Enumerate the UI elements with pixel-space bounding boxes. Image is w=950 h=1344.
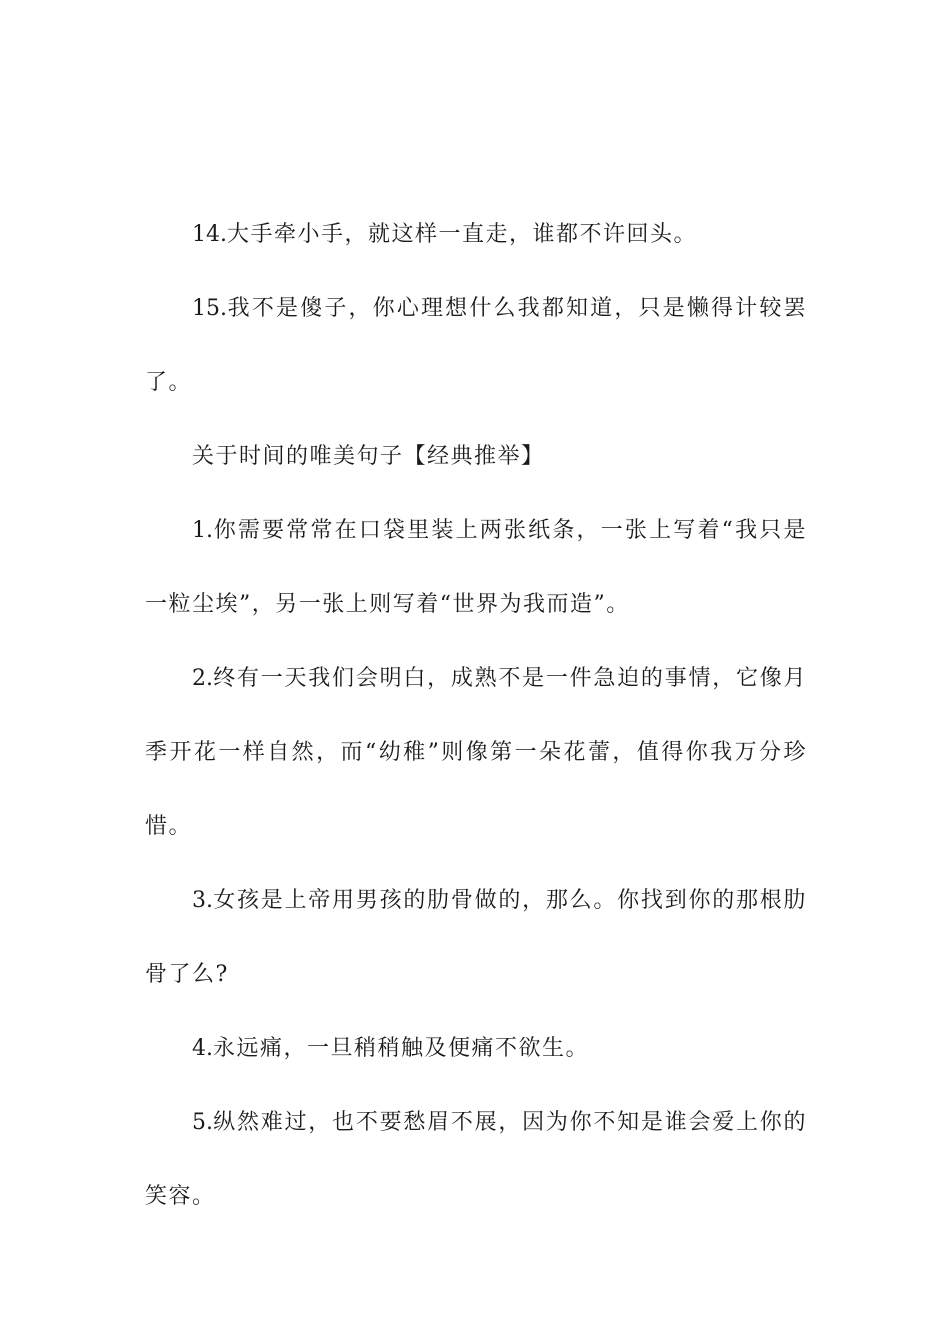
paragraph-text: 我不是傻子，你心理想什么我都知道，只是懒得计较罢了。	[145, 296, 807, 395]
document-body	[145, 198, 807, 1234]
paragraph-text: 终有一天我们会明白，成熟不是一件急迫的事情，它像月季开花一样自然，而“幼稚”则像第一朵花蕾，值得你我万分珍惜。	[145, 666, 807, 839]
item-number: 2.	[192, 666, 213, 691]
paragraph-4	[145, 1012, 807, 1086]
paragraph-text: 大手牵小手，就这样一直走，谁都不许回头。	[227, 222, 698, 247]
section-heading-text: 关于时间的唯美句子【经典推举】	[192, 444, 545, 469]
paragraph-text: 永远痛，一旦稍稍触及便痛不欲生。	[213, 1036, 590, 1061]
paragraph-1	[145, 494, 807, 642]
item-number: 4.	[192, 1036, 213, 1061]
item-number: 5.	[192, 1110, 213, 1135]
item-number: 14.	[192, 222, 227, 247]
item-number: 1.	[192, 518, 213, 543]
paragraph-text: 纵然难过，也不要愁眉不展，因为你不知是谁会爱上你的笑容。	[145, 1110, 807, 1209]
item-number: 3.	[192, 888, 213, 913]
paragraph-14	[145, 198, 807, 272]
paragraph-15	[145, 272, 807, 420]
paragraph-text: 女孩是上帝用男孩的肋骨做的，那么。你找到你的那根肋骨了么?	[145, 888, 807, 987]
paragraph-text: 你需要常常在口袋里装上两张纸条，一张上写着“我只是一粒尘埃”，另一张上则写着“世界为我而造”。	[145, 518, 807, 617]
paragraph-5	[145, 1086, 807, 1234]
paragraph-3	[145, 864, 807, 1012]
paragraph-2	[145, 642, 807, 864]
item-number: 15.	[192, 296, 227, 321]
section-heading	[145, 420, 807, 494]
